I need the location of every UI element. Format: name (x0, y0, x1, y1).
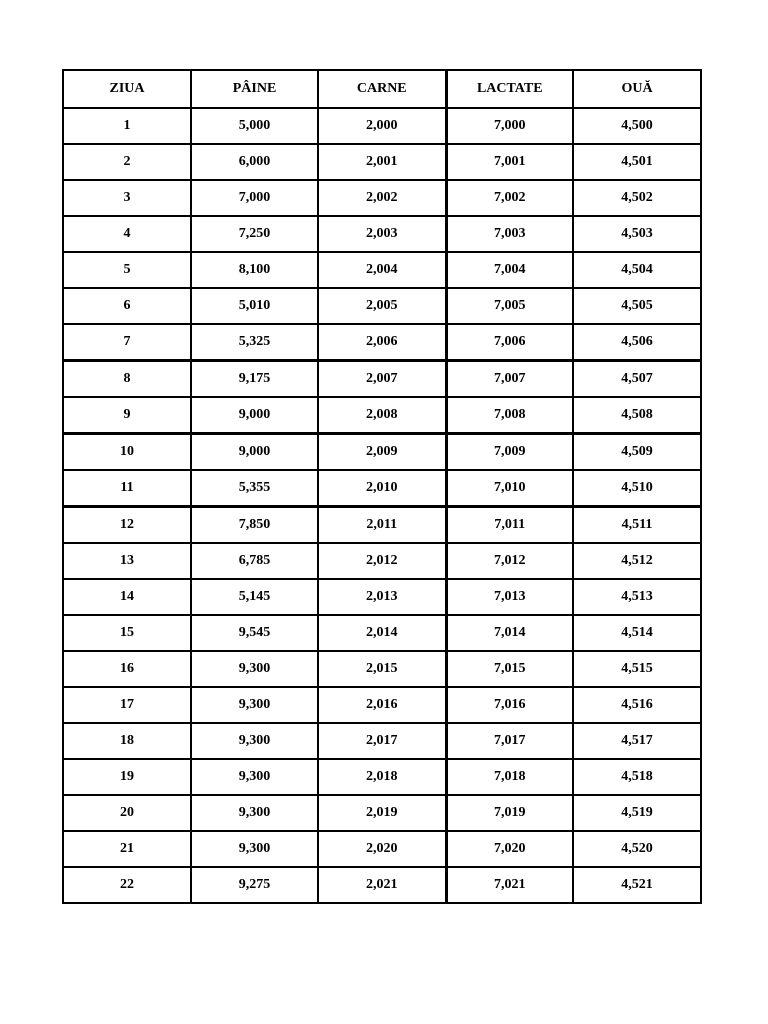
table-row (63, 651, 701, 687)
cell-oua: 4,504 (573, 252, 701, 288)
cell-paine: 9,275 (191, 867, 318, 903)
cell-oua: 4,513 (573, 579, 701, 615)
cell-lactate: 7,002 (446, 180, 573, 216)
cell-paine: 9,300 (191, 687, 318, 723)
cell-paine: 8,100 (191, 252, 318, 288)
cell-paine: 6,000 (191, 144, 318, 180)
cell-lactate: 7,009 (446, 434, 573, 471)
cell-carne: 2,018 (318, 759, 446, 795)
cell-carne: 2,003 (318, 216, 446, 252)
data-table (62, 69, 702, 904)
table-row (63, 361, 701, 398)
cell-carne: 2,012 (318, 543, 446, 579)
cell-ziua: 9 (63, 397, 191, 434)
cell-paine: 9,000 (191, 434, 318, 471)
cell-carne: 2,019 (318, 795, 446, 831)
cell-oua: 4,502 (573, 180, 701, 216)
cell-paine: 5,145 (191, 579, 318, 615)
cell-oua: 4,517 (573, 723, 701, 759)
table-row (63, 144, 701, 180)
cell-carne: 2,020 (318, 831, 446, 867)
cell-paine: 5,000 (191, 108, 318, 144)
cell-carne: 2,010 (318, 470, 446, 507)
cell-ziua: 19 (63, 759, 191, 795)
table-row (63, 108, 701, 144)
cell-oua: 4,516 (573, 687, 701, 723)
cell-paine: 9,175 (191, 361, 318, 398)
cell-carne: 2,016 (318, 687, 446, 723)
header-lactate: LACTATE (446, 70, 573, 108)
cell-oua: 4,519 (573, 795, 701, 831)
cell-oua: 4,506 (573, 324, 701, 361)
header-paine: PÂINE (191, 70, 318, 108)
cell-lactate: 7,011 (446, 507, 573, 544)
cell-oua: 4,521 (573, 867, 701, 903)
cell-paine: 7,850 (191, 507, 318, 544)
cell-lactate: 7,001 (446, 144, 573, 180)
table-row (63, 723, 701, 759)
table-row (63, 288, 701, 324)
table-row (63, 180, 701, 216)
cell-ziua: 15 (63, 615, 191, 651)
table-row (63, 252, 701, 288)
table-row (63, 687, 701, 723)
cell-paine: 9,300 (191, 795, 318, 831)
header-carne: CARNE (318, 70, 446, 108)
cell-carne: 2,006 (318, 324, 446, 361)
cell-ziua: 14 (63, 579, 191, 615)
table-body (63, 108, 701, 903)
cell-carne: 2,015 (318, 651, 446, 687)
cell-ziua: 2 (63, 144, 191, 180)
cell-oua: 4,520 (573, 831, 701, 867)
cell-lactate: 7,005 (446, 288, 573, 324)
cell-lactate: 7,014 (446, 615, 573, 651)
cell-oua: 4,503 (573, 216, 701, 252)
table-row (63, 615, 701, 651)
cell-carne: 2,014 (318, 615, 446, 651)
cell-carne: 2,002 (318, 180, 446, 216)
cell-ziua: 5 (63, 252, 191, 288)
cell-ziua: 20 (63, 795, 191, 831)
table-row (63, 759, 701, 795)
cell-carne: 2,013 (318, 579, 446, 615)
table-header-row (63, 70, 701, 108)
table-row (63, 434, 701, 471)
cell-ziua: 21 (63, 831, 191, 867)
cell-paine: 9,000 (191, 397, 318, 434)
cell-paine: 9,300 (191, 759, 318, 795)
cell-ziua: 13 (63, 543, 191, 579)
cell-carne: 2,009 (318, 434, 446, 471)
cell-oua: 4,518 (573, 759, 701, 795)
cell-carne: 2,001 (318, 144, 446, 180)
cell-lactate: 7,007 (446, 361, 573, 398)
table-row (63, 507, 701, 544)
cell-lactate: 7,019 (446, 795, 573, 831)
cell-paine: 6,785 (191, 543, 318, 579)
cell-lactate: 7,003 (446, 216, 573, 252)
cell-ziua: 11 (63, 470, 191, 507)
table-row (63, 470, 701, 507)
cell-oua: 4,505 (573, 288, 701, 324)
cell-ziua: 12 (63, 507, 191, 544)
cell-ziua: 4 (63, 216, 191, 252)
cell-oua: 4,507 (573, 361, 701, 398)
table-row (63, 324, 701, 361)
cell-carne: 2,021 (318, 867, 446, 903)
cell-oua: 4,510 (573, 470, 701, 507)
cell-oua: 4,511 (573, 507, 701, 544)
cell-ziua: 8 (63, 361, 191, 398)
cell-paine: 9,300 (191, 831, 318, 867)
header-ziua: ZIUA (63, 70, 191, 108)
cell-paine: 7,250 (191, 216, 318, 252)
cell-carne: 2,005 (318, 288, 446, 324)
cell-ziua: 18 (63, 723, 191, 759)
cell-paine: 7,000 (191, 180, 318, 216)
cell-carne: 2,004 (318, 252, 446, 288)
cell-lactate: 7,008 (446, 397, 573, 434)
cell-ziua: 3 (63, 180, 191, 216)
cell-paine: 5,010 (191, 288, 318, 324)
cell-ziua: 6 (63, 288, 191, 324)
cell-oua: 4,515 (573, 651, 701, 687)
table-row (63, 867, 701, 903)
cell-oua: 4,514 (573, 615, 701, 651)
table-row (63, 795, 701, 831)
cell-lactate: 7,021 (446, 867, 573, 903)
table-row (63, 543, 701, 579)
cell-lactate: 7,020 (446, 831, 573, 867)
header-oua: OUĂ (573, 70, 701, 108)
cell-paine: 9,300 (191, 651, 318, 687)
cell-ziua: 1 (63, 108, 191, 144)
cell-lactate: 7,018 (446, 759, 573, 795)
table-row (63, 216, 701, 252)
table-row (63, 831, 701, 867)
cell-ziua: 16 (63, 651, 191, 687)
cell-lactate: 7,006 (446, 324, 573, 361)
cell-paine: 9,300 (191, 723, 318, 759)
cell-paine: 5,325 (191, 324, 318, 361)
cell-carne: 2,011 (318, 507, 446, 544)
cell-lactate: 7,000 (446, 108, 573, 144)
cell-lactate: 7,016 (446, 687, 573, 723)
cell-ziua: 17 (63, 687, 191, 723)
cell-lactate: 7,010 (446, 470, 573, 507)
cell-oua: 4,501 (573, 144, 701, 180)
cell-carne: 2,008 (318, 397, 446, 434)
cell-ziua: 10 (63, 434, 191, 471)
cell-lactate: 7,017 (446, 723, 573, 759)
cell-paine: 5,355 (191, 470, 318, 507)
cell-oua: 4,512 (573, 543, 701, 579)
cell-carne: 2,000 (318, 108, 446, 144)
cell-paine: 9,545 (191, 615, 318, 651)
table-row (63, 397, 701, 434)
table-row (63, 579, 701, 615)
cell-carne: 2,007 (318, 361, 446, 398)
cell-lactate: 7,013 (446, 579, 573, 615)
cell-oua: 4,508 (573, 397, 701, 434)
cell-lactate: 7,004 (446, 252, 573, 288)
cell-oua: 4,509 (573, 434, 701, 471)
cell-ziua: 7 (63, 324, 191, 361)
cell-carne: 2,017 (318, 723, 446, 759)
cell-lactate: 7,015 (446, 651, 573, 687)
cell-ziua: 22 (63, 867, 191, 903)
cell-oua: 4,500 (573, 108, 701, 144)
cell-lactate: 7,012 (446, 543, 573, 579)
